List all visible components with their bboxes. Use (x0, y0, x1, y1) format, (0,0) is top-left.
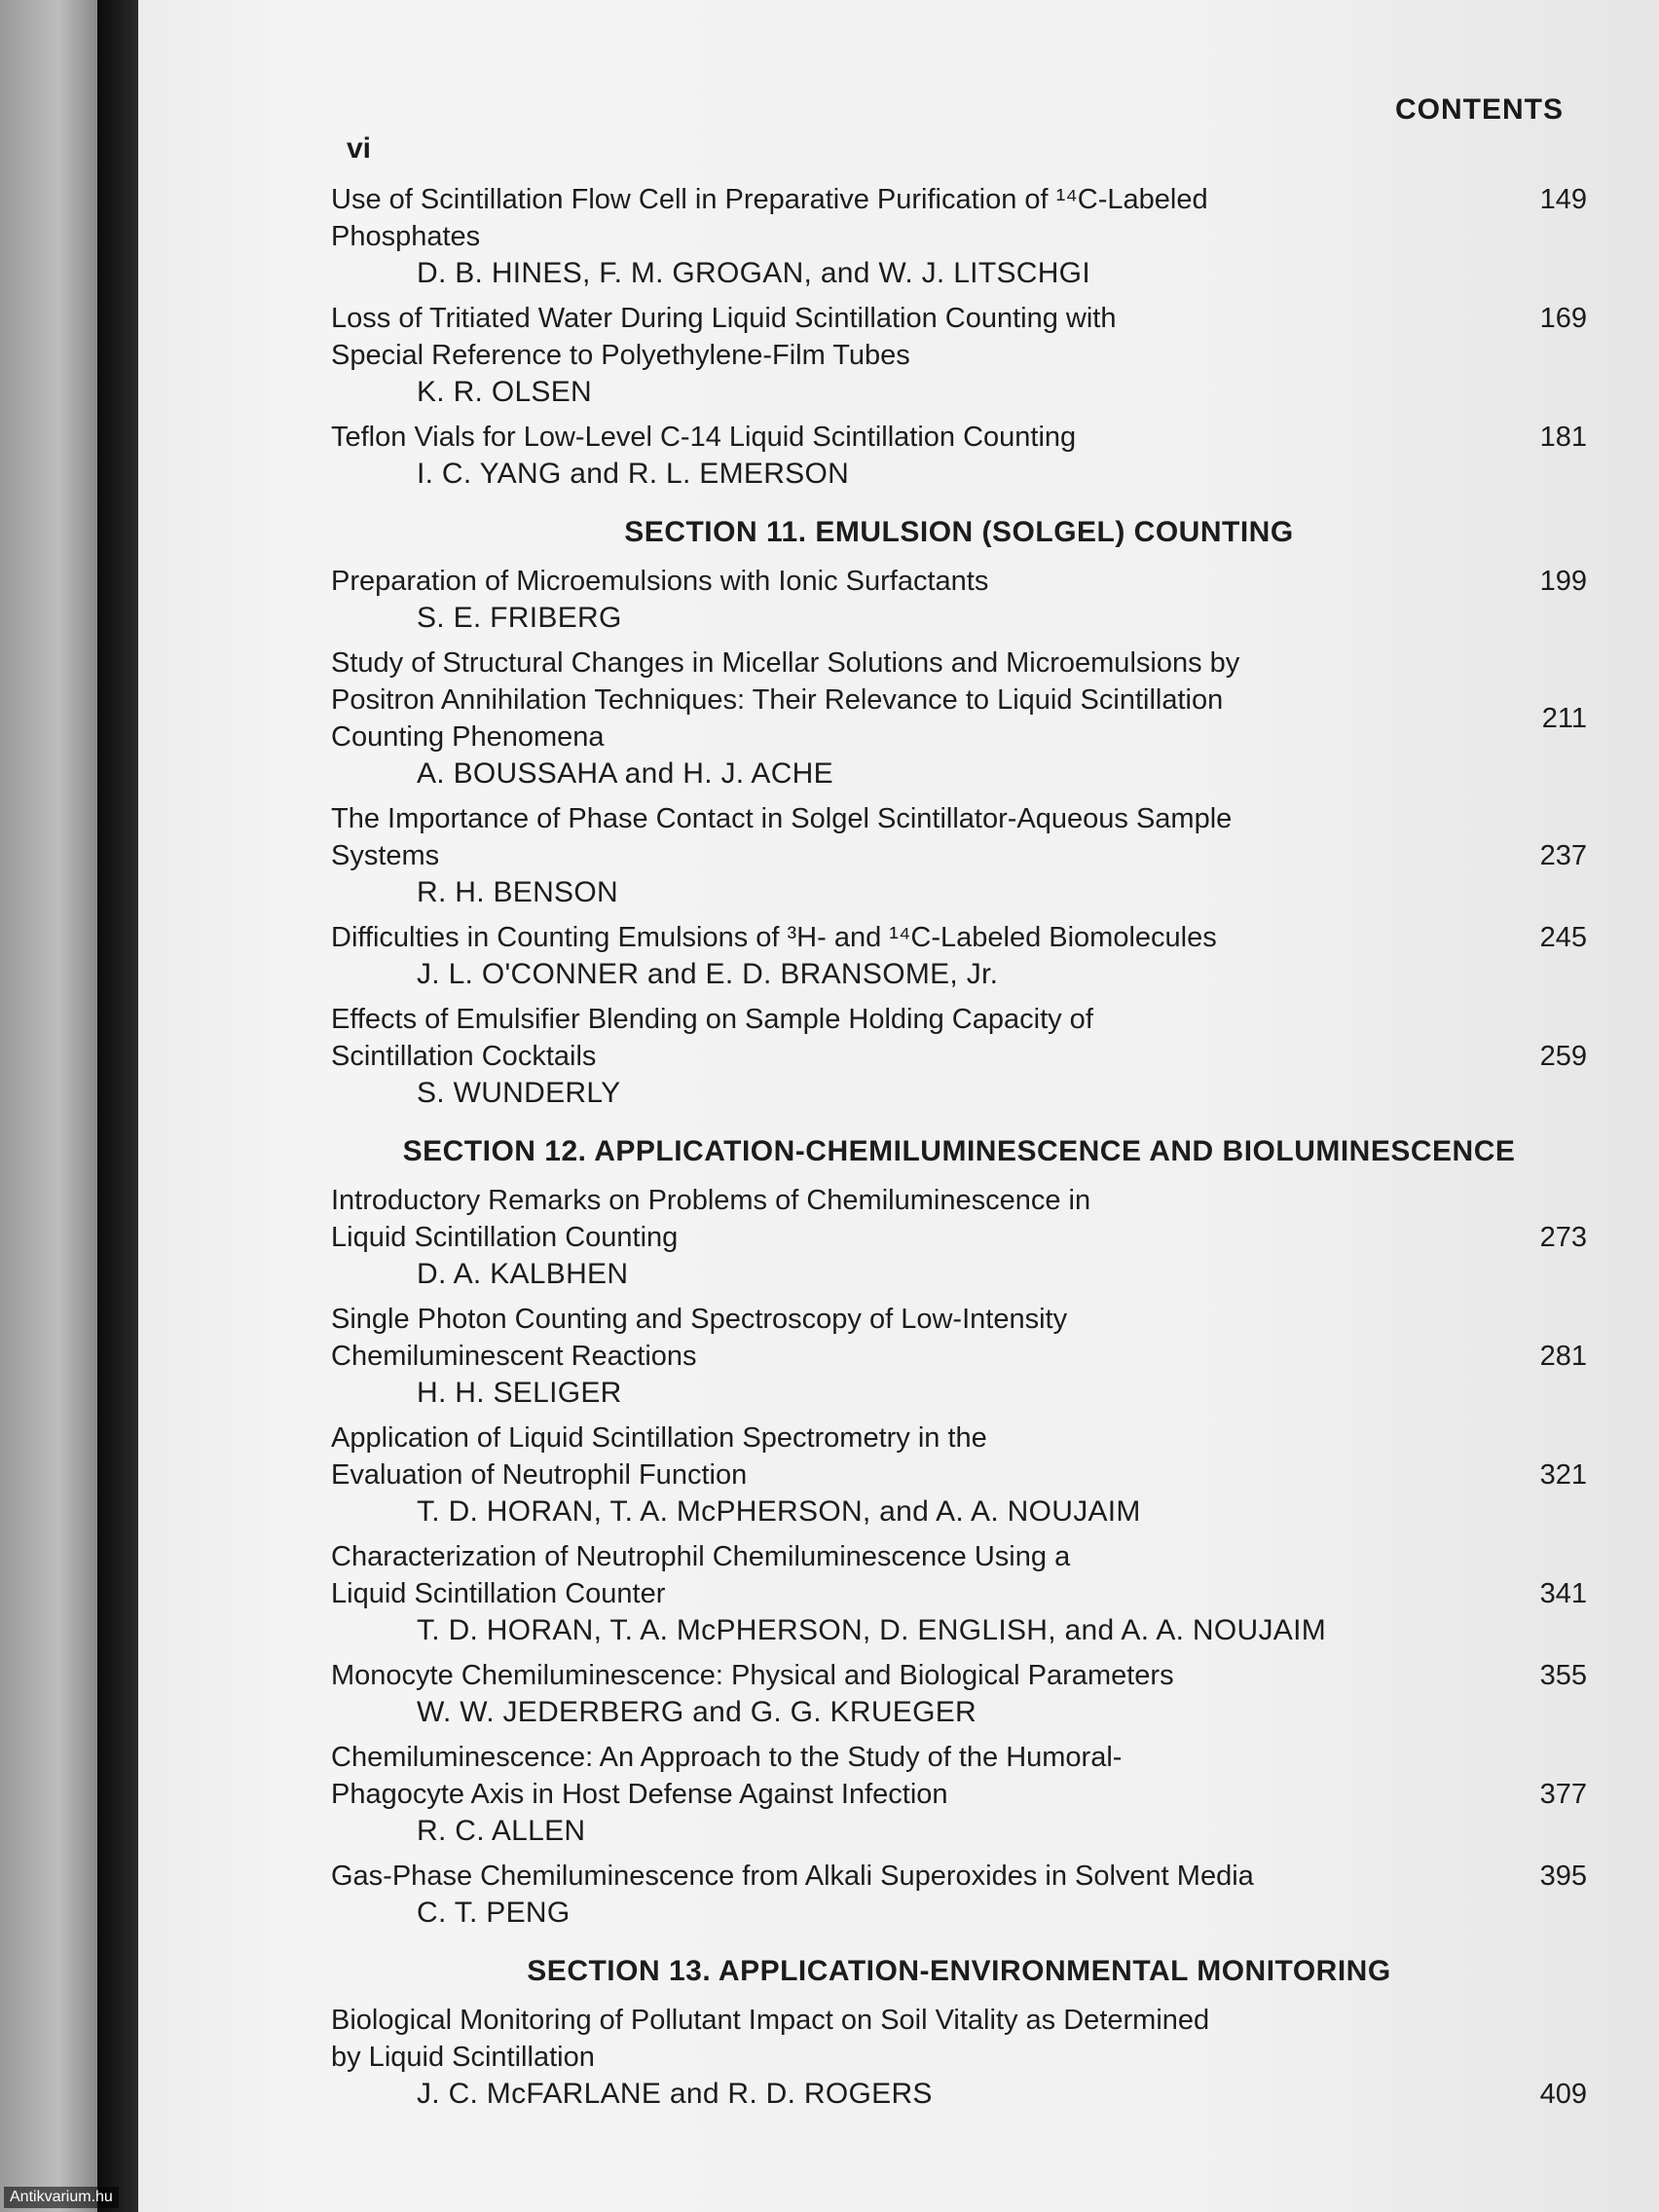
toc-entry (331, 800, 1587, 911)
table-of-contents (331, 181, 1587, 2120)
entry-page-number: 321 (1539, 1459, 1587, 1491)
entry-authors: T. D. HORAN, T. A. McPHERSON, and A. A. NOUJAIM (417, 1495, 1141, 1528)
entry-title: Effects of Emulsifier Blending on Sample Holding Capacity of Scintillation Cocktails (331, 1004, 1093, 1072)
entry-title: Biological Monitoring of Pollutant Impact on Soil Vitality as Determined by Liquid Scintillation (331, 2005, 1210, 2073)
entry-page-number: 355 (1539, 1660, 1587, 1691)
entry-page-number: 341 (1539, 1578, 1587, 1609)
toc-entry (331, 563, 1587, 637)
entry-page-number: 237 (1539, 840, 1587, 871)
entry-title: Single Photon Counting and Spectroscopy of Low-Intensity Chemiluminescent Reactions (331, 1304, 1068, 1372)
toc-entry (331, 1301, 1587, 1412)
toc-entry (331, 1182, 1587, 1293)
entry-authors: I. C. YANG and R. L. EMERSON (417, 458, 850, 490)
entry-title: Use of Scintillation Flow Cell in Preparative Purification of ¹⁴C-Labeled Phosphates (331, 184, 1208, 252)
entry-authors: W. W. JEDERBERG and G. G. KRUEGER (417, 1696, 977, 1728)
toc-entry (331, 1001, 1587, 1112)
entry-title: Difficulties in Counting Emulsions of ³H- and ¹⁴C-Labeled Biomolecules (331, 922, 1217, 953)
section-heading: SECTION 13. APPLICATION-ENVIRONMENTAL MONITORING (527, 1955, 1391, 1987)
entry-title: Application of Liquid Scintillation Spectrometry in the Evaluation of Neutrophil Function (331, 1422, 987, 1491)
entry-title: Loss of Tritiated Water During Liquid Scintillation Counting with Special Reference to Polyethylene-Film Tubes (331, 303, 1117, 371)
toc-entry (331, 1657, 1587, 1731)
entry-page-number: 181 (1539, 422, 1587, 453)
entry-page-number: 169 (1539, 303, 1587, 334)
entry-title: The Importance of Phase Contact in Solgel Scintillator-Aqueous Sample Systems (331, 803, 1233, 871)
entry-authors: S. WUNDERLY (417, 1077, 621, 1109)
entry-authors: D. B. HINES, F. M. GROGAN, and W. J. LITSCHGI (417, 257, 1090, 289)
entry-authors: K. R. OLSEN (417, 376, 593, 408)
entry-page-number: 395 (1539, 1861, 1587, 1892)
entry-title: Preparation of Microemulsions with Ionic Surfactants (331, 566, 989, 597)
entry-page-number: 149 (1539, 184, 1587, 215)
toc-entry (331, 1739, 1587, 1850)
entry-title: Characterization of Neutrophil Chemiluminescence Using a Liquid Scintillation Counter (331, 1541, 1071, 1609)
entry-page-number: 199 (1539, 566, 1587, 597)
running-head: CONTENTS (1395, 93, 1564, 126)
entry-authors: J. C. McFARLANE and R. D. ROGERS (417, 2078, 933, 2110)
entry-page-number: 377 (1539, 1779, 1587, 1810)
toc-entry (331, 1419, 1587, 1530)
background-table (0, 0, 97, 2212)
entry-authors: A. BOUSSAHA and H. J. ACHE (417, 757, 833, 790)
entry-page-number: 211 (1541, 703, 1587, 734)
entry-authors: D. A. KALBHEN (417, 1258, 629, 1290)
entry-authors: S. E. FRIBERG (417, 602, 622, 634)
section-heading: SECTION 12. APPLICATION-CHEMILUMINESCENCE AND BIOLUMINESCENCE (402, 1135, 1516, 1167)
entry-authors: J. L. O'CONNER and E. D. BRANSOME, Jr. (417, 958, 999, 990)
entry-page-number: 259 (1539, 1041, 1587, 1072)
entry-page-number: 409 (1539, 2079, 1587, 2110)
entry-page-number: 281 (1539, 1341, 1587, 1372)
toc-entry (331, 1858, 1587, 1932)
entry-authors: R. C. ALLEN (417, 1815, 586, 1847)
entry-title: Monocyte Chemiluminescence: Physical and Biological Parameters (331, 1660, 1174, 1691)
entry-authors: H. H. SELIGER (417, 1377, 622, 1409)
entry-authors: C. T. PENG (417, 1897, 571, 1929)
toc-entry (331, 300, 1587, 411)
entry-page-number: 273 (1539, 1222, 1587, 1253)
toc-entry (331, 919, 1587, 993)
entry-title: Introductory Remarks on Problems of Chemiluminescence in Liquid Scintillation Counting (331, 1185, 1091, 1253)
toc-entry (331, 645, 1587, 793)
toc-entry (331, 2002, 1587, 2113)
watermark: Antikvarium.hu (4, 2187, 119, 2208)
entry-authors: T. D. HORAN, T. A. McPHERSON, D. ENGLISH, and A. A. NOUJAIM (417, 1614, 1327, 1646)
page-number: vi (347, 132, 372, 165)
entry-title: Study of Structural Changes in Micellar Solutions and Microemulsions by Positron Annihilation Techniques: Their Relevance to Liquid Scintillation Counting Phenomena (331, 647, 1240, 753)
entry-authors: R. H. BENSON (417, 876, 618, 908)
toc-entry (331, 181, 1587, 292)
toc-entry (331, 419, 1587, 493)
book-spine (97, 0, 138, 2212)
entry-title: Chemiluminescence: An Approach to the Study of the Humoral- Phagocyte Axis in Host Defense Against Infection (331, 1742, 1123, 1810)
entry-title: Teflon Vials for Low-Level C-14 Liquid Scintillation Counting (331, 422, 1077, 453)
section-heading: SECTION 11. EMULSION (SOLGEL) COUNTING (624, 516, 1294, 548)
toc-entry (331, 1538, 1587, 1649)
entry-page-number: 245 (1539, 922, 1587, 953)
entry-title: Gas-Phase Chemiluminescence from Alkali Superoxides in Solvent Media (331, 1861, 1254, 1892)
